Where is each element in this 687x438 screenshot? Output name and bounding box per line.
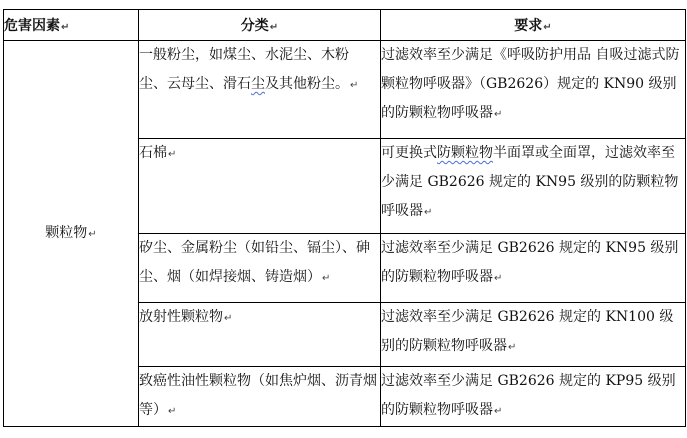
- category-cell: [139, 367, 381, 427]
- category-text: 矽尘、金属粉尘（如铅尘、镉尘）、砷尘、烟（如焊接烟、铸造烟）: [139, 240, 370, 285]
- category-text-flagged: 尘: [251, 76, 265, 92]
- category-text: 致癌性油性颗粒物（如焦炉烟、沥青烟等）: [139, 373, 377, 418]
- requirement-text: 过滤效率至少满足 GB2626 规定的 KN100 级别的防颗粒物呼吸器: [381, 309, 674, 354]
- category-cell: [139, 303, 381, 367]
- requirements-table: [3, 9, 686, 427]
- category-text: 放射性颗粒物: [139, 309, 223, 325]
- category-text: 石棉: [139, 145, 167, 161]
- header-requirement: [381, 10, 686, 41]
- paragraph-mark-icon: ↵: [322, 273, 331, 284]
- paragraph-mark-icon: ↵: [269, 22, 279, 33]
- hazard-text: 颗粒物: [45, 224, 88, 241]
- header-category-text: 分类: [240, 18, 269, 34]
- requirement-text-start: 可更换式: [381, 145, 437, 161]
- category-cell: [139, 139, 381, 234]
- requirement-text: 过滤效率至少满足 GB2626 规定的 KN95 级别的防颗粒物呼吸器: [381, 240, 679, 285]
- header-hazard: [4, 10, 139, 41]
- paragraph-mark-icon: ↵: [224, 313, 233, 324]
- header-hazard-text: 危害因素: [4, 18, 60, 34]
- requirement-text: 过滤效率至少满足 GB2626 规定的 KP95 级别的防颗粒物呼吸器: [381, 373, 676, 418]
- category-text-line2-end: 及其他粉尘。: [265, 76, 349, 92]
- header-requirement-text: 要求: [514, 18, 543, 34]
- paragraph-mark-icon: ↵: [168, 149, 177, 160]
- paragraph-mark-icon: ↵: [168, 406, 177, 417]
- paragraph-mark-icon: ↵: [508, 342, 517, 353]
- paragraph-mark-icon: ↵: [350, 80, 359, 91]
- hazard-cell: [4, 41, 139, 427]
- category-text-line2: 尘、云母尘、滑石: [139, 76, 251, 92]
- category-cell: [139, 234, 381, 303]
- paragraph-mark-icon: ↵: [494, 273, 503, 284]
- paragraph-mark-icon: ↵: [543, 22, 552, 33]
- requirement-cell: [381, 41, 686, 139]
- header-category: [139, 10, 381, 41]
- requirement-text-flagged: 防颗粒物: [437, 145, 493, 161]
- requirement-text-end: 半面罩或全面罩，过滤效率至少满足 GB2626 规定的 KN95 级别的防颗粒物呼吸器: [381, 145, 679, 219]
- requirement-text: 过滤效率至少满足《呼吸防护用品 自吸过滤式防颗粒物呼吸器》（GB2626）规定的 KN90 级别的防颗粒物呼吸器: [381, 47, 680, 121]
- category-text-line1: 一般粉尘，如煤尘、水泥尘、木粉: [139, 47, 349, 63]
- table-row: [4, 41, 686, 139]
- paragraph-mark-icon: ↵: [494, 406, 503, 417]
- requirement-cell: [381, 234, 686, 303]
- paragraph-mark-icon: ↵: [61, 22, 70, 33]
- requirement-cell: [381, 367, 686, 427]
- paragraph-mark-icon: ↵: [494, 109, 503, 120]
- paragraph-mark-icon: ↵: [88, 228, 97, 240]
- requirement-cell: [381, 303, 686, 367]
- category-cell: [139, 41, 381, 139]
- requirement-cell: [381, 139, 686, 234]
- paragraph-mark-icon: ↵: [424, 207, 433, 218]
- header-row: [4, 10, 686, 41]
